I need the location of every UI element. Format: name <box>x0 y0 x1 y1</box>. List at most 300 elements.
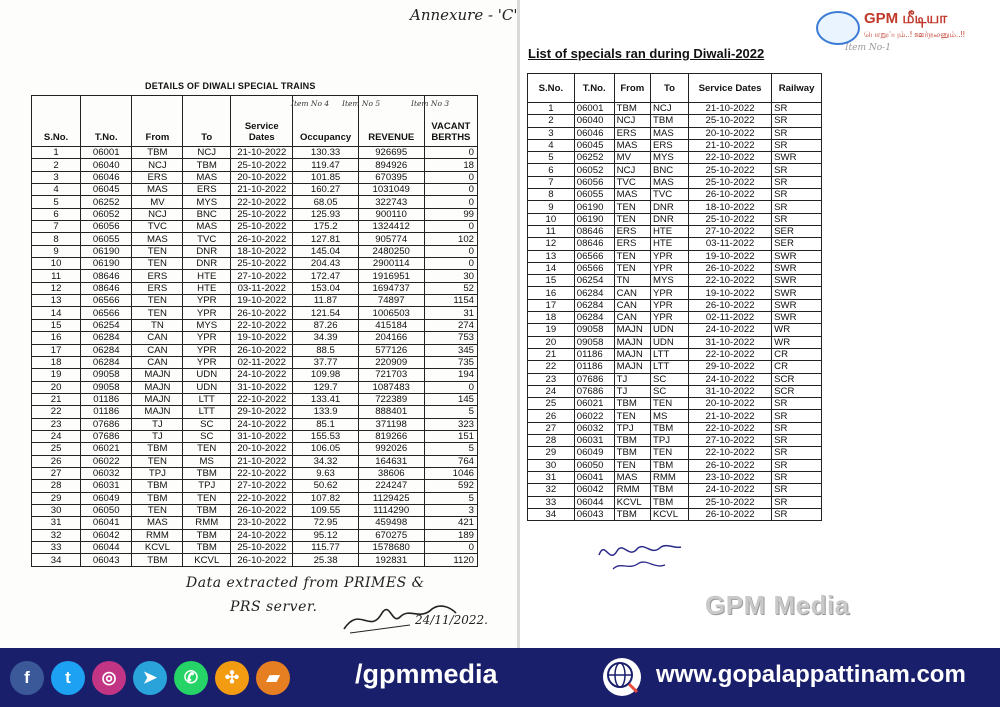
table-cell: 01186 <box>81 393 132 405</box>
table-cell: MAS <box>614 471 650 483</box>
table-cell: 1154 <box>424 295 477 307</box>
column-header: From <box>132 96 183 147</box>
table-cell: 415184 <box>358 319 424 331</box>
table-cell: 133.9 <box>293 406 358 418</box>
table-cell: MV <box>132 196 183 208</box>
table-cell: MAJN <box>132 369 183 381</box>
table-cell: 99 <box>424 208 477 220</box>
table-cell: WR <box>772 324 822 336</box>
table-cell: MAJN <box>614 324 650 336</box>
table-cell: 10 <box>528 213 575 225</box>
table-row <box>32 147 478 159</box>
table-cell: 17 <box>32 344 81 356</box>
table-cell: 06254 <box>81 319 132 331</box>
table-cell: 577126 <box>358 344 424 356</box>
table-cell: TBM <box>614 398 650 410</box>
table-cell: ERS <box>614 238 650 250</box>
table-cell: LTT <box>183 406 231 418</box>
table-row <box>528 164 822 176</box>
table-cell: 01186 <box>574 348 614 360</box>
table-row <box>32 455 478 467</box>
table-cell: SR <box>772 176 822 188</box>
table-cell: 06055 <box>81 233 132 245</box>
table-cell: TBM <box>132 554 183 566</box>
table-cell: MYS <box>183 196 231 208</box>
table-row <box>32 430 478 442</box>
specials-ran-table <box>527 73 822 521</box>
table-cell: MYS <box>650 152 688 164</box>
table-cell: 0 <box>424 381 477 393</box>
table-cell: 06001 <box>574 103 614 115</box>
table-cell: 32 <box>528 484 575 496</box>
table-row <box>32 307 478 319</box>
table-cell: TBM <box>614 103 650 115</box>
table-cell: 06050 <box>81 504 132 516</box>
table-cell: 06284 <box>574 299 614 311</box>
table-cell: 22 <box>32 406 81 418</box>
table-cell: 125.93 <box>293 208 358 220</box>
table-cell: ERS <box>614 127 650 139</box>
table-cell: 22 <box>528 361 575 373</box>
table-row <box>528 152 822 164</box>
table-cell: 2 <box>528 115 575 127</box>
table-cell: TBM <box>650 459 688 471</box>
table-cell: 20-10-2022 <box>688 398 771 410</box>
table-cell: 12 <box>32 282 81 294</box>
table-cell: MS <box>650 410 688 422</box>
table-cell: NCJ <box>132 159 183 171</box>
table-row <box>528 287 822 299</box>
table-cell: 119.47 <box>293 159 358 171</box>
table-row <box>32 184 478 196</box>
table-row <box>528 496 822 508</box>
table-row <box>528 336 822 348</box>
table-cell: SR <box>772 139 822 151</box>
table-cell: YPR <box>183 356 231 368</box>
table-cell: 15 <box>528 275 575 287</box>
table-cell: SR <box>772 189 822 201</box>
table-row <box>528 225 822 237</box>
table-cell: 160.27 <box>293 184 358 196</box>
table-cell: DNR <box>183 245 231 257</box>
table-cell: SR <box>772 508 822 520</box>
table-cell: SWR <box>772 250 822 262</box>
table-cell: 09058 <box>81 381 132 393</box>
table-cell: 22-10-2022 <box>688 447 771 459</box>
footer-social-handle[interactable]: /gpmmedia <box>355 659 498 689</box>
table-cell: SR <box>772 398 822 410</box>
table-cell: TBM <box>614 508 650 520</box>
column-header: To <box>650 74 688 103</box>
table-cell: TEN <box>132 504 183 516</box>
table-cell: 224247 <box>358 480 424 492</box>
table-cell: 07686 <box>81 430 132 442</box>
table-cell: 34.32 <box>293 455 358 467</box>
table-cell: 06052 <box>574 164 614 176</box>
table-cell: 13 <box>32 295 81 307</box>
table-cell: SR <box>772 115 822 127</box>
table-cell: NCJ <box>614 115 650 127</box>
table-cell: TBM <box>183 529 231 541</box>
table-cell: 102 <box>424 233 477 245</box>
table-cell: 26-10-2022 <box>688 299 771 311</box>
table-row <box>32 270 478 282</box>
table-cell: 5 <box>32 196 81 208</box>
table-row <box>32 393 478 405</box>
table-cell: 204.43 <box>293 258 358 270</box>
table-cell: 22-10-2022 <box>231 319 293 331</box>
table-cell: TEN <box>183 492 231 504</box>
table-cell: 09058 <box>81 369 132 381</box>
table-cell: HTE <box>650 238 688 250</box>
table-cell: 38606 <box>358 467 424 479</box>
whatsapp-icon[interactable]: ✆ <box>174 661 208 695</box>
apps-icon[interactable]: ✣ <box>215 661 249 695</box>
table-cell: TJ <box>132 430 183 442</box>
table-cell: 08646 <box>574 238 614 250</box>
table-cell: ERS <box>132 282 183 294</box>
table-row <box>528 324 822 336</box>
table-cell: 25-10-2022 <box>688 496 771 508</box>
table-cell: SR <box>772 496 822 508</box>
table-cell: 322743 <box>358 196 424 208</box>
table-cell: 22-10-2022 <box>688 152 771 164</box>
table-cell: 26-10-2022 <box>231 233 293 245</box>
table-row <box>528 385 822 397</box>
table-cell: 11.87 <box>293 295 358 307</box>
table-row <box>528 361 822 373</box>
table-cell: 421 <box>424 517 477 529</box>
table-cell: LTT <box>650 348 688 360</box>
table-cell: 5 <box>424 492 477 504</box>
column-header: VACANT BERTHS <box>424 96 477 147</box>
table-row <box>32 295 478 307</box>
table-cell: 27-10-2022 <box>231 270 293 282</box>
table-cell: 06252 <box>574 152 614 164</box>
table-cell: 06252 <box>81 196 132 208</box>
table-cell: SR <box>772 447 822 459</box>
table-cell: CAN <box>132 344 183 356</box>
table-cell: 50.62 <box>293 480 358 492</box>
telegram-icon[interactable]: ➤ <box>133 661 167 695</box>
table-row <box>32 517 478 529</box>
table-cell: 220909 <box>358 356 424 368</box>
table-cell: 37.77 <box>293 356 358 368</box>
table-row <box>528 410 822 422</box>
table-cell: 0 <box>424 171 477 183</box>
table-cell: 30 <box>528 459 575 471</box>
table-cell: 14 <box>32 307 81 319</box>
table-cell: TEN <box>614 262 650 274</box>
table-cell: 5 <box>528 152 575 164</box>
table-cell: TBM <box>650 422 688 434</box>
left-table-title: DETAILS OF DIWALI SPECIAL TRAINS <box>145 81 316 91</box>
table-cell: 0 <box>424 147 477 159</box>
table-cell: 0 <box>424 196 477 208</box>
table-cell: 106.05 <box>293 443 358 455</box>
table-cell: MV <box>614 152 650 164</box>
table-row <box>32 233 478 245</box>
table-cell: 764 <box>424 455 477 467</box>
column-header: REVENUE <box>358 96 424 147</box>
table-cell: 1114290 <box>358 504 424 516</box>
table-row <box>528 275 822 287</box>
table-cell: 1916951 <box>358 270 424 282</box>
table-cell: TJ <box>614 373 650 385</box>
table-cell: 20 <box>528 336 575 348</box>
table-cell: 06566 <box>574 262 614 274</box>
table-cell: 18 <box>528 312 575 324</box>
table-cell: 0 <box>424 184 477 196</box>
table-cell: 19 <box>32 369 81 381</box>
table-row <box>32 492 478 504</box>
table-cell: 16 <box>528 287 575 299</box>
table-cell: 06284 <box>81 356 132 368</box>
table-row <box>32 332 478 344</box>
column-header: S.No. <box>32 96 81 147</box>
table-cell: KCVL <box>183 554 231 566</box>
table-cell: TEN <box>132 258 183 270</box>
table-cell: 1031049 <box>358 184 424 196</box>
table-row <box>528 213 822 225</box>
table-cell: SWR <box>772 287 822 299</box>
table-row <box>528 201 822 213</box>
table-cell: 06031 <box>574 435 614 447</box>
table-cell: 164631 <box>358 455 424 467</box>
table-cell: TN <box>132 319 183 331</box>
table-cell: RMM <box>132 529 183 541</box>
signature-date: 24/11/2022. <box>415 613 488 627</box>
table-cell: 25-10-2022 <box>688 164 771 176</box>
table-cell: 30 <box>424 270 477 282</box>
table-cell: 06001 <box>81 147 132 159</box>
table-cell: 107.82 <box>293 492 358 504</box>
table-cell: 9.63 <box>293 467 358 479</box>
table-cell: TBM <box>132 147 183 159</box>
table-cell: 204166 <box>358 332 424 344</box>
table-cell: 06040 <box>574 115 614 127</box>
table-cell: NCJ <box>614 164 650 176</box>
table-cell: TVC <box>650 189 688 201</box>
table-cell: 29-10-2022 <box>688 361 771 373</box>
table-cell: 06566 <box>574 250 614 262</box>
table-cell: TEN <box>132 295 183 307</box>
table-cell: 735 <box>424 356 477 368</box>
table-cell: 72.95 <box>293 517 358 529</box>
table-cell: TEN <box>132 307 183 319</box>
table-cell: MAS <box>614 189 650 201</box>
table-cell: NCJ <box>650 103 688 115</box>
table-cell: 28 <box>528 435 575 447</box>
table-cell: SER <box>772 238 822 250</box>
table-cell: SR <box>772 213 822 225</box>
table-cell: ERS <box>132 171 183 183</box>
annexure-label: Annexure - 'C' <box>410 6 518 24</box>
table-cell: 25 <box>528 398 575 410</box>
table-cell: 19 <box>528 324 575 336</box>
table-cell: DNR <box>650 201 688 213</box>
table-cell: SCR <box>772 385 822 397</box>
table-row <box>32 208 478 220</box>
table-cell: 07686 <box>81 418 132 430</box>
table-cell: 06056 <box>574 176 614 188</box>
table-cell: 24-10-2022 <box>688 373 771 385</box>
instagram-icon[interactable]: ◎ <box>92 661 126 695</box>
table-row <box>528 435 822 447</box>
table-cell: TPJ <box>132 467 183 479</box>
table-cell: 07686 <box>574 385 614 397</box>
table-cell: TEN <box>650 447 688 459</box>
table-cell: 722389 <box>358 393 424 405</box>
table-cell: 06022 <box>574 410 614 422</box>
twitter-icon[interactable]: t <box>51 661 85 695</box>
table-cell: NCJ <box>132 208 183 220</box>
table-cell: 20-10-2022 <box>231 443 293 455</box>
table-cell: 26-10-2022 <box>688 508 771 520</box>
table-cell: 26-10-2022 <box>231 504 293 516</box>
table-cell: 26-10-2022 <box>231 307 293 319</box>
table-cell: 19-10-2022 <box>688 287 771 299</box>
table-cell: RMM <box>183 517 231 529</box>
column-header: T.No. <box>574 74 614 103</box>
table-cell: 06284 <box>81 344 132 356</box>
table-row <box>528 471 822 483</box>
table-cell: 2480250 <box>358 245 424 257</box>
table-cell: UDN <box>183 381 231 393</box>
table-row <box>32 443 478 455</box>
right-table-body <box>528 103 822 521</box>
table-cell: 0 <box>424 221 477 233</box>
table-row <box>32 196 478 208</box>
table-cell: 27-10-2022 <box>688 435 771 447</box>
table-cell: SR <box>772 459 822 471</box>
table-cell: 22-10-2022 <box>688 422 771 434</box>
table-cell: 27 <box>32 467 81 479</box>
table-cell: 25-10-2022 <box>688 213 771 225</box>
table-cell: 11 <box>528 225 575 237</box>
table-cell: 26 <box>32 455 81 467</box>
table-cell: 74897 <box>358 295 424 307</box>
table-cell: 06032 <box>81 467 132 479</box>
gpm-media-watermark: GPM Media <box>705 590 850 620</box>
table-cell: 10 <box>32 258 81 270</box>
table-cell: TPJ <box>183 480 231 492</box>
table-cell: 274 <box>424 319 477 331</box>
table-cell: YPR <box>650 299 688 311</box>
table-cell: 02-11-2022 <box>231 356 293 368</box>
table-cell: 4 <box>528 139 575 151</box>
diwali-special-trains-table <box>31 95 478 567</box>
table-cell: LTT <box>650 361 688 373</box>
table-cell: 21-10-2022 <box>688 103 771 115</box>
table-cell: 27-10-2022 <box>688 225 771 237</box>
handwritten-item-note: Item No-1 <box>845 43 891 53</box>
footnote-line-2: PRS server. <box>230 599 318 615</box>
table-cell: 06040 <box>81 159 132 171</box>
table-cell: 721703 <box>358 369 424 381</box>
table-cell: UDN <box>183 369 231 381</box>
table-cell: 06044 <box>81 542 132 554</box>
column-header: Occupancy <box>293 96 358 147</box>
table-row <box>528 238 822 250</box>
table-cell: 894926 <box>358 159 424 171</box>
table-cell: 18 <box>32 356 81 368</box>
table-cell: 21-10-2022 <box>688 139 771 151</box>
table-row <box>528 127 822 139</box>
table-cell: 21 <box>528 348 575 360</box>
table-cell: 6 <box>32 208 81 220</box>
table-cell: 753 <box>424 332 477 344</box>
table-cell: 06190 <box>81 258 132 270</box>
table-cell: 888401 <box>358 406 424 418</box>
table-cell: 1 <box>528 103 575 115</box>
table-cell: 24-10-2022 <box>688 484 771 496</box>
table-cell: 900110 <box>358 208 424 220</box>
table-cell: 52 <box>424 282 477 294</box>
signature-right <box>595 535 685 575</box>
table-cell: SR <box>772 484 822 496</box>
table-cell: MAS <box>132 184 183 196</box>
table-cell: YPR <box>183 295 231 307</box>
table-cell: 95.12 <box>293 529 358 541</box>
table-cell: MS <box>183 455 231 467</box>
table-cell: 24-10-2022 <box>231 369 293 381</box>
footer-website[interactable]: www.gopalappattinam.com <box>656 661 966 688</box>
facebook-icon[interactable]: f <box>10 661 44 695</box>
table-cell: 371198 <box>358 418 424 430</box>
table-cell: SR <box>772 410 822 422</box>
table-cell: TN <box>614 275 650 287</box>
table-cell: 2900114 <box>358 258 424 270</box>
table-cell: 19-10-2022 <box>231 295 293 307</box>
table-cell: 25-10-2022 <box>231 159 293 171</box>
table-cell: 19-10-2022 <box>688 250 771 262</box>
table-cell: 151 <box>424 430 477 442</box>
table-cell: TBM <box>183 504 231 516</box>
table-cell: 02-11-2022 <box>688 312 771 324</box>
table-cell: UDN <box>650 324 688 336</box>
table-cell: 18-10-2022 <box>688 201 771 213</box>
table-cell: 31-10-2022 <box>688 336 771 348</box>
table-cell: BNC <box>650 164 688 176</box>
table-cell: 22-10-2022 <box>231 467 293 479</box>
table-cell: MAS <box>614 139 650 151</box>
table-cell: 07686 <box>574 373 614 385</box>
table-cell: 06043 <box>81 554 132 566</box>
table-cell: 1120 <box>424 554 477 566</box>
table-row <box>32 542 478 554</box>
table-cell: 33 <box>528 496 575 508</box>
table-cell: 31 <box>424 307 477 319</box>
table-cell: 06050 <box>574 459 614 471</box>
table-cell: HTE <box>650 225 688 237</box>
table-cell: 06284 <box>81 332 132 344</box>
chat-icon[interactable]: ▰ <box>256 661 290 695</box>
table-cell: 115.77 <box>293 542 358 554</box>
table-cell: CAN <box>614 287 650 299</box>
table-cell: 133.41 <box>293 393 358 405</box>
table-cell: 30 <box>32 504 81 516</box>
table-cell: 13 <box>528 250 575 262</box>
table-cell: 670275 <box>358 529 424 541</box>
table-cell: MAJN <box>132 381 183 393</box>
globe-search-icon <box>603 658 641 696</box>
table-cell: 20-10-2022 <box>688 127 771 139</box>
table-cell: 21 <box>32 393 81 405</box>
table-cell: SR <box>772 103 822 115</box>
table-cell: TJ <box>614 385 650 397</box>
table-cell: TBM <box>132 480 183 492</box>
